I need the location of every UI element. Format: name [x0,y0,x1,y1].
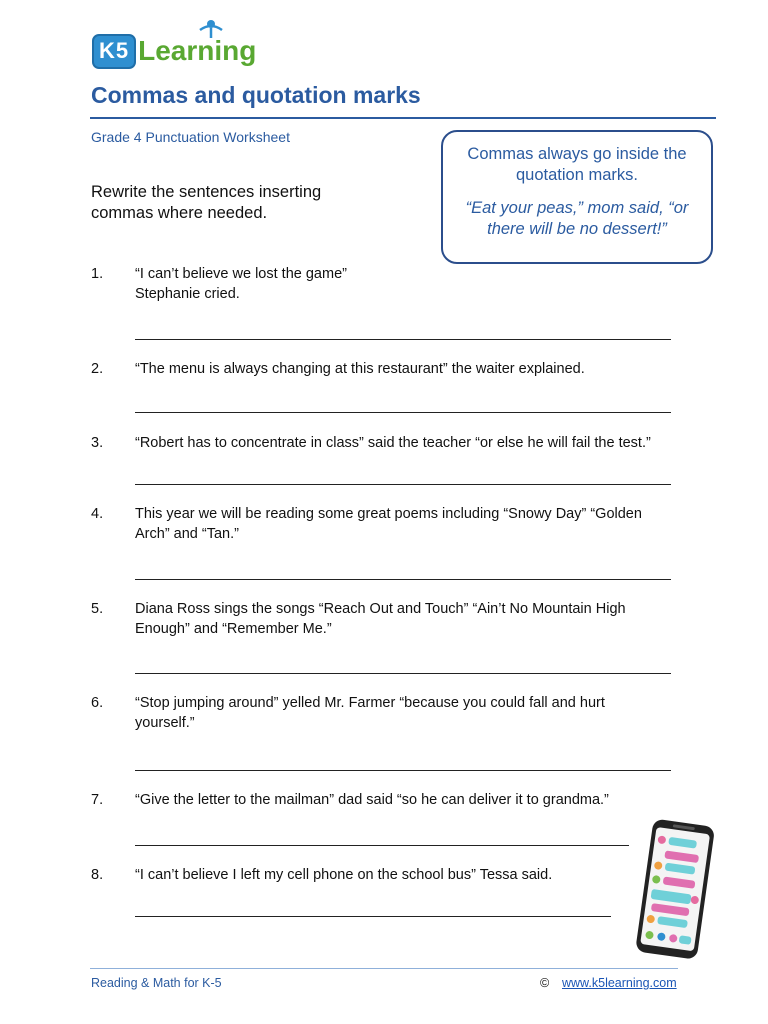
smartphone-chat-icon [624,816,724,964]
question-number: 7. [91,792,104,808]
logo-badge: K5 [92,34,136,69]
footer-divider [90,968,678,969]
worksheet-subtitle: Grade 4 Punctuation Worksheet [91,129,290,145]
question-number: 5. [91,601,104,617]
answer-line-6[interactable] [135,770,671,771]
question-text: “I can’t believe I left my cell phone on the school bus” Tessa said. [135,867,553,883]
question-text: “Robert has to concentrate in class” said the teacher “or else he will fail the test.” [135,435,651,451]
instructions-text: Rewrite the sentences inserting commas where needed. [91,183,322,222]
tip-rule: Commas always go inside the quotation marks. [467,145,687,184]
answer-line-5[interactable] [135,673,671,674]
question-text: “Give the letter to the mailman” dad said “so he can deliver it to grandma.” [135,792,609,808]
answer-line-1[interactable] [135,339,671,340]
answer-line-4[interactable] [135,579,671,580]
question-number: 8. [91,867,104,883]
answer-line-2[interactable] [135,412,671,413]
question-text: “I can’t believe we lost the game” Stephanie cried. [135,266,347,302]
question-number: 3. [91,435,104,451]
logo-figure-icon [196,18,226,40]
question-text: Diana Ross sings the songs “Reach Out and Touch” “Ain’t No Mountain High Enough” and “Remember Me.” [135,601,626,637]
answer-line-8[interactable] [135,916,611,917]
tip-box [441,130,713,264]
answer-line-7[interactable] [135,845,629,846]
question-number: 1. [91,266,104,282]
question-number: 2. [91,361,104,377]
page-title: Commas and quotation marks [91,82,421,108]
k5-learning-logo [92,30,256,72]
website-link[interactable]: www.k5learning.com [562,976,677,990]
copyright-symbol: © [540,976,550,990]
title-divider [90,117,716,119]
footer-tagline: Reading & Math for K-5 [91,976,222,990]
question-number: 4. [91,506,104,522]
answer-line-3[interactable] [135,484,671,485]
question-text: “The menu is always changing at this restaurant” the waiter explained. [135,361,585,377]
question-text: This year we will be reading some great poems including “Snowy Day” “Golden Arch” and “Tan.” [135,506,642,542]
tip-example: “Eat your peas,” mom said, “or there will be no dessert!” [465,199,689,238]
question-text: “Stop jumping around” yelled Mr. Farmer “because you could fall and hurt yourself.” [135,695,605,731]
logo-wordmark: Learning [138,35,257,66]
question-number: 6. [91,695,104,711]
